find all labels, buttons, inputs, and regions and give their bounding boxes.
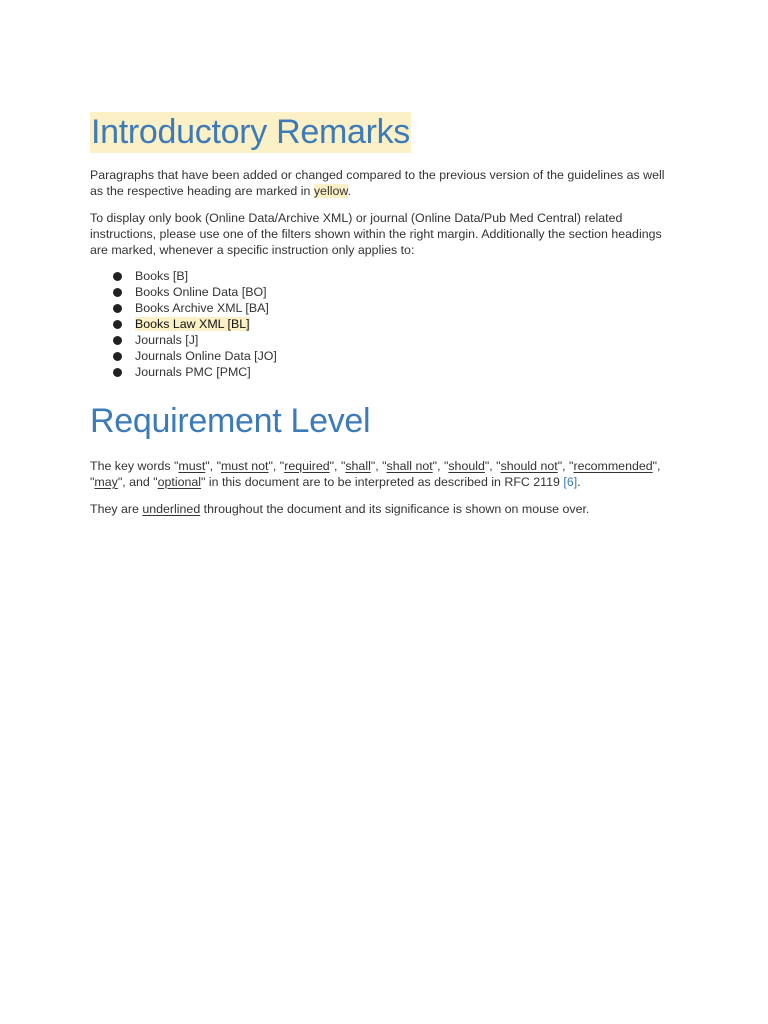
list-item [113, 364, 676, 380]
yellow-highlight-sample: yellow [313, 184, 348, 198]
text-run: ", " [268, 459, 285, 473]
keyword-shall[interactable]: shall [345, 459, 371, 473]
underlined-example[interactable]: underlined [142, 502, 201, 516]
list-item [113, 316, 676, 332]
bullet-icon [113, 336, 122, 345]
changes-note-end: . [347, 184, 352, 198]
bullet-icon [113, 288, 122, 297]
text-run: ", " [370, 459, 387, 473]
keyword-should[interactable]: should [448, 459, 485, 473]
list-item-label: Journals Online Data [JO] [135, 349, 277, 363]
underline-note-paragraph [90, 501, 676, 517]
bullet-icon [113, 320, 122, 329]
bullet-icon [113, 304, 122, 313]
list-item-label: Books Online Data [BO] [135, 285, 267, 299]
list-item-label: Books [B] [135, 269, 189, 283]
list-item [113, 300, 676, 316]
text-run: throughout the document and its significance is shown on mouse over. [200, 502, 590, 516]
keyword-optional[interactable]: optional [157, 475, 202, 489]
text-run: . [577, 475, 581, 489]
bullet-icon [113, 352, 122, 361]
changes-note-text: Paragraphs that have been added or changed compared to the previous version of the guidelines as well as the respective heading are marked in [90, 168, 665, 198]
keyword-must[interactable]: must [178, 459, 206, 473]
list-item-label-highlighted: Books Law XML [BL] [135, 317, 250, 331]
changes-note-paragraph [90, 167, 676, 199]
requirement-level-heading: Requirement Level [90, 402, 371, 440]
introductory-remarks-heading: Introductory Remarks [91, 113, 410, 151]
text-run: ", " [329, 459, 346, 473]
keyword-shall-not[interactable]: shall not [386, 459, 433, 473]
document-page [90, 112, 676, 517]
text-run: The key words " [90, 459, 179, 473]
text-run: ", " [90, 459, 661, 489]
text-run: They are [90, 502, 143, 516]
list-item [113, 268, 676, 284]
text-run: ", " [484, 459, 501, 473]
list-item-label: Books Archive XML [BA] [135, 301, 269, 315]
bullet-icon [113, 272, 122, 281]
filters-note-paragraph: To display only book (Online Data/Archive XML) or journal (Online Data/Pub Med Central) related instructions, please use one of the filters shown within the right margin. Additionally the section headings are marked, whenever a specific instruction only applies to: [90, 211, 662, 257]
list-item [113, 332, 676, 348]
list-item [113, 348, 676, 364]
text-run: " in this document are to be interpreted as described in RFC 2119 [201, 475, 564, 489]
list-item-label: Journals PMC [PMC] [135, 365, 251, 379]
filter-list [90, 268, 676, 380]
keyword-should-not[interactable]: should not [500, 459, 558, 473]
text-run: ", " [557, 459, 574, 473]
bullet-icon [113, 368, 122, 377]
list-item-label: Journals [J] [135, 333, 199, 347]
reference-link-6[interactable]: [6] [563, 475, 578, 489]
keyword-required[interactable]: required [284, 459, 330, 473]
text-run: ", and " [117, 475, 158, 489]
list-item [113, 284, 676, 300]
keyword-may[interactable]: may [94, 475, 118, 489]
keywords-paragraph [90, 458, 676, 490]
keyword-must-not[interactable]: must not [220, 459, 269, 473]
keyword-recommended[interactable]: recommended [573, 459, 653, 473]
text-run: ", " [432, 459, 449, 473]
text-run: ", " [205, 459, 221, 473]
